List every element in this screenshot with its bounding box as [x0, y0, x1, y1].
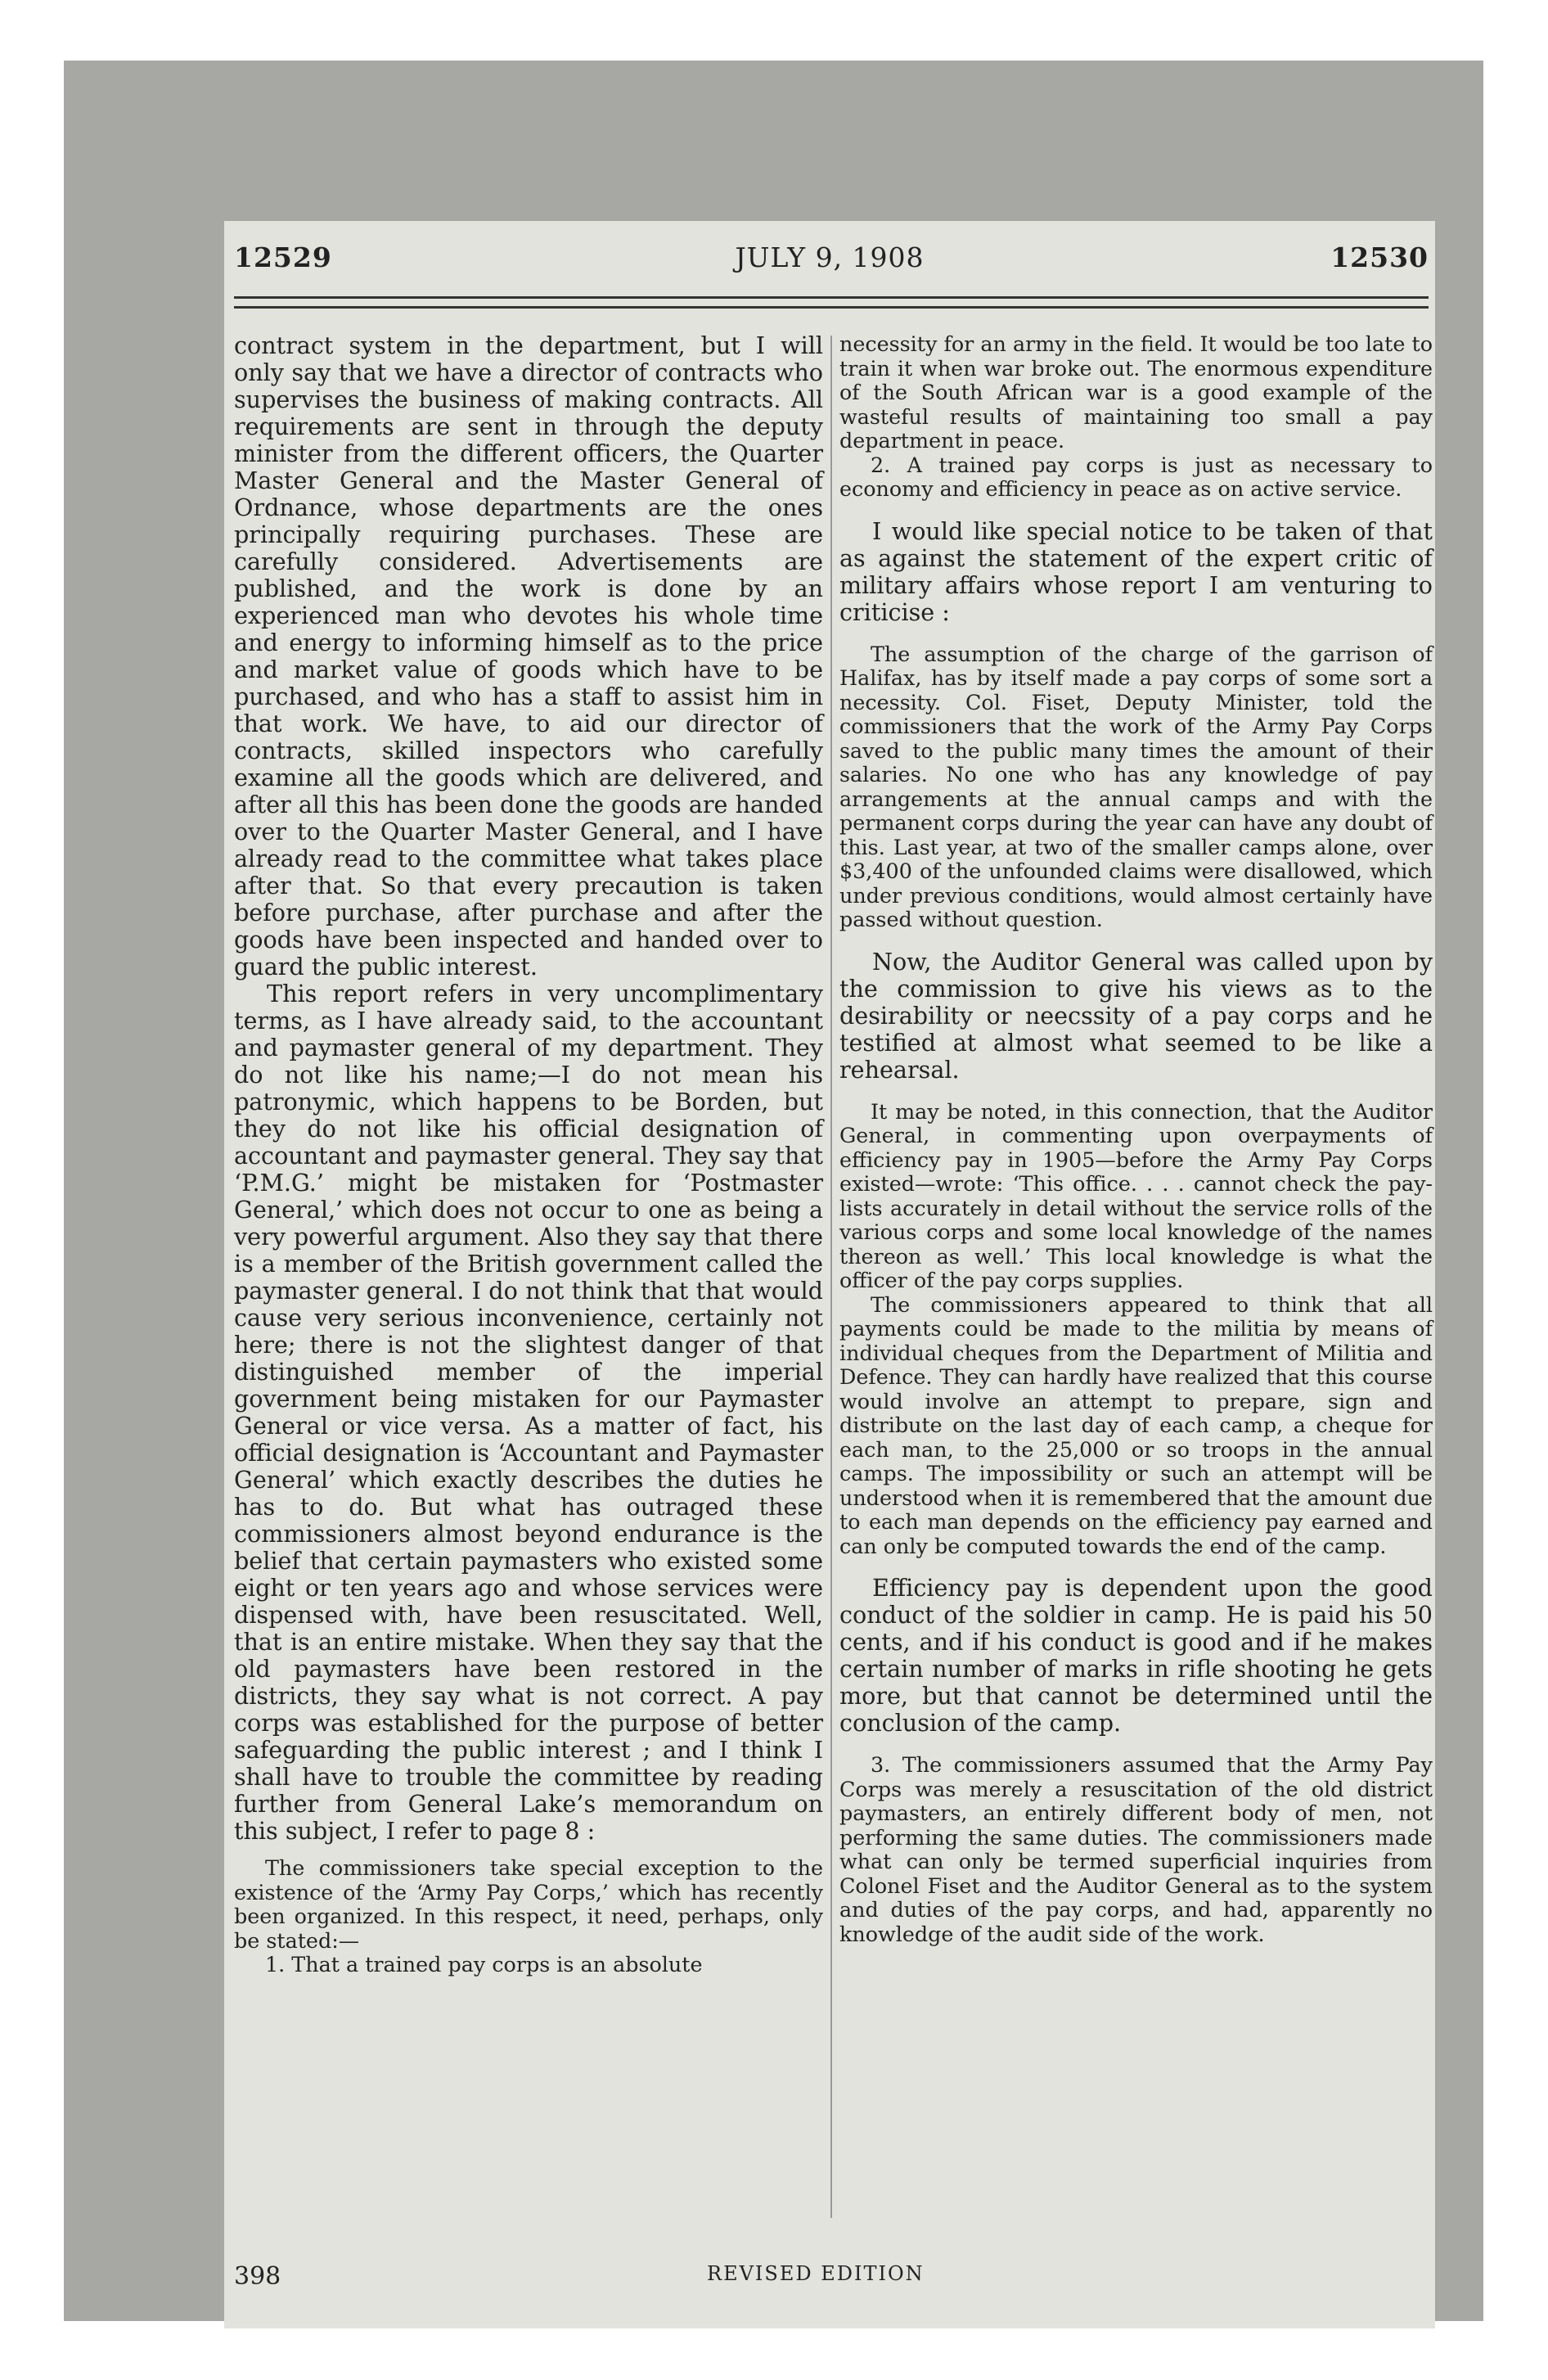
- page-number-right: 12530: [1330, 241, 1429, 273]
- quoted-paragraph: 1. That a trained pay corps is an absolute: [265, 1952, 703, 1977]
- quoted-paragraph: The commissioners take special exception to the existence of the ‘Army Pay Corps,’ which has recently been organized. In this respect, it need, perhaps, only be stated:—: [234, 1855, 823, 1953]
- footer-edition: REVISED EDITION: [707, 2262, 925, 2285]
- quoted-paragraph: It may be noted, in this connection, that the Auditor General, in commenting upon overpayments of efficiency pay in 1905—before the Army Pay Corps existed—wrote: ‘This office. . . . cannot check the pay-lists accurately in detail without the service rolls of the various corps and some local knowledge of the names thereon as well.’ This local knowledge is what the officer of the pay corps supplies.: [839, 1098, 1433, 1292]
- header-rule: [234, 306, 1429, 309]
- page-number-left: 12529: [234, 241, 332, 273]
- quoted-paragraph: necessity for an army in the field. It would be too late to train it when war broke out. The enormous expenditure of the South African war is a good example of the wasteful results of maintaining too small a pay department in peace.: [839, 331, 1433, 453]
- paragraph: contract system in the department, but I will only say that we have a director of contracts who supervises the business of making contracts. All requirements are sent in through the deputy minister from the different officers, the Quarter Master General and the Master General of Ordnance, whose departments are the ones principally requiring purchases. These are carefully considered. Advertisements are published, and the work is done by an experienced man who devotes his whole time and energy to informing himself as to the price and market value of goods which have to be purchased, and who has a staff to assist him in that work. We have, to aid our director of contracts, skilled inspectors who carefully examine all the goods which are delivered, and after all this has been done the goods are handed over to the Quarter Master General, and I have already read to the committee what takes place after that. So that every precaution is taken before purchase, after purchase and after the goods have been inspected and handed over to guard the public interest.: [234, 331, 823, 980]
- quoted-paragraph: The assumption of the charge of the garrison of Halifax, has by itself made a pay corps of some sort a necessity. Col. Fiset, Deputy Minister, told the commissioners that the work of the Army Pay Corps saved to the public many times the amount of their salaries. No one who has any knowledge of pay arrangements at the annual camps and with the permanent corps during the year can have any doubt of this. Last year, at two of the smaller camps alone, over $3,400 of the unfounded claims were disallowed, which under previous conditions, would almost certainly have passed without question.: [839, 641, 1433, 931]
- paragraph: Now, the Auditor General was called upon by the commission to give his views as to the desirability or neecssity of a pay corps and he testified at almost what seemed to be like a rehearsal.: [839, 947, 1433, 1084]
- page-date: JULY 9, 1908: [735, 241, 925, 273]
- quoted-paragraph: 2. A trained pay corps is just as necessary to economy and efficiency in peace as on active service.: [839, 452, 1433, 501]
- header-rule: [234, 296, 1429, 299]
- column-divider: [830, 336, 832, 2218]
- paragraph: I would like special notice to be taken of that as against the statement of the expert critic of military affairs whose report I am venturing to criticise :: [839, 516, 1433, 626]
- paragraph: Efficiency pay is dependent upon the good conduct of the soldier in camp. He is paid his 50 cents, and if his conduct is good and if he makes certain number of marks in rifle shooting he gets more, but that cannot be determined until the conclusion of the camp.: [839, 1574, 1433, 1737]
- paragraph: This report refers in very uncomplimentary terms, as I have already said, to the accountant and paymaster general of my department. They do not like his name;—I do not mean his patronymic, which happens to be Borden, but they do not like his official designation of accountant and paymaster general. They say that ‘P.M.G.’ might be mistaken for ‘Postmaster General,’ which does not occur to one as being a very powerful argument. Also they say that there is a member of the British government called the paymaster general. I do not think that that would cause very serious inconvenience, certainly not here; there is not the slightest danger of that distinguished member of the imperial government being mistaken for our Paymaster General or vice versa. As a matter of fact, his official designation is ‘Accountant and Paymaster General’ which exactly describes the duties he has to do. But what has outraged these commissioners almost beyond endurance is the belief that certain paymasters who existed some eight or ten years ago and whose services were dispensed with, have been resuscitated. Well, that is an entire mistake. When they say that the old paymasters have been restored in the districts, they say what is not correct. A pay corps was established for the purpose of better safeguarding the public interest ; and I think I shall have to trouble the committee by reading further from General Lake’s memorandum on this subject, I refer to page 8 :: [234, 980, 823, 1845]
- footer-page-number: 398: [234, 2262, 281, 2291]
- scan-background: [64, 61, 1483, 2321]
- quoted-paragraph: The commissioners appeared to think that all payments could be made to the militia by means of individual cheques from the Department of Militia and Defence. They can hardly have realized that this course would involve an attempt to prepare, sign and distribute on the last day of each camp, a cheque for each man, to the 25,000 or so troops in the annual camps. The impossibility or such an attempt will be understood when it is remembered that the amount due to each man depends on the efficiency pay earned and can only be computed towards the end of the camp.: [839, 1291, 1433, 1558]
- quoted-paragraph: 3. The commissioners assumed that the Army Pay Corps was merely a resuscitation of the old district paymasters, an entirely different body of men, not performing the same duties. The commissioners made what can only be termed superficial inquiries from Colonel Fiset and the Auditor General as to the system and duties of the pay corps, and had, apparently no knowledge of the audit side of the work.: [839, 1752, 1433, 1946]
- document-page: [224, 221, 1435, 2328]
- right-column: [839, 332, 1433, 1946]
- left-column: [234, 332, 823, 1977]
